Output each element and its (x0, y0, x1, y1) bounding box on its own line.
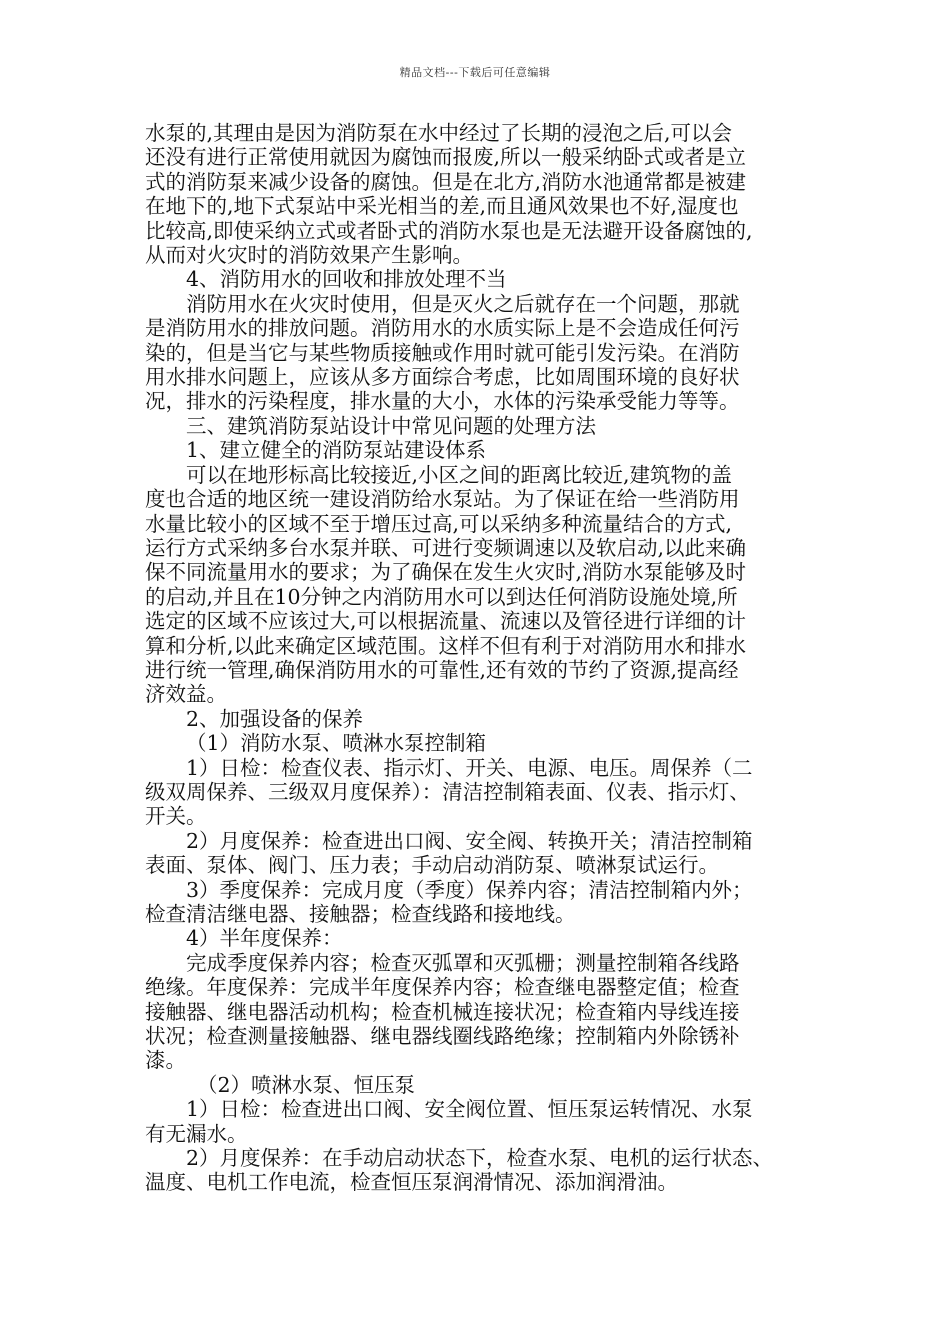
section-heading: 4、消防用水的回收和排放处理不当 (186, 267, 507, 292)
text-line: 还没有进行正常使用就因为腐蚀而报废,所以一般采纳卧式或者是立 (145, 145, 747, 170)
page-header: 精品文档---下载后可任意编辑 (399, 66, 551, 79)
text-line: 状况；检查测量接触器、继电器线圈线路绝缘；控制箱内外除锈补 (145, 1024, 740, 1049)
text-line: 水量比较小的区域不至于增压过高,可以采纳多种流量结合的方式, (145, 511, 733, 536)
text-line: 保不同流量用水的要求；为了确保在发生火灾时,消防水泵能够及时 (145, 560, 747, 585)
text-line: 度也合适的地区统一建设消防给水泵站。为了保证在给一些消防用 (145, 487, 740, 512)
text-line: 4）半年度保养： (186, 926, 343, 951)
section-heading: 1、建立健全的消防泵站建设体系 (186, 438, 487, 463)
text-line: 温度、电机工作电流，检查恒压泵润滑情况、添加润滑油。 (145, 1170, 678, 1195)
text-line: 比较高,即使采纳立式或者卧式的消防水泵也是无法避开设备腐蚀的, (145, 218, 753, 243)
text-line: 济效益。 (145, 682, 227, 707)
text-line: 1）日检：检查进出口阀、安全阀位置、恒压泵运转情况、水泵 (186, 1097, 753, 1122)
section-heading: 三、建筑消防泵站设计中常见问题的处理方法 (186, 413, 596, 438)
text-line: 是消防用水的排放问题。消防用水的水质实际上是不会造成任何污 (145, 316, 740, 341)
text-line: 检查清洁继电器、接触器；检查线路和接地线。 (145, 902, 576, 926)
text-line: 完成季度保养内容；检查灭弧罩和灭弧栅；测量控制箱各线路 (186, 950, 740, 975)
text-line: 2）月度保养：检查进出口阀、安全阀、转换开关；清洁控制箱 (186, 828, 753, 853)
text-line: 2）月度保养：在手动启动状态下，检查水泵、电机的运行状态、 (186, 1146, 774, 1171)
text-line: 开关。 (145, 804, 207, 829)
subsection-heading: （2）喷淋水泵、恒压泵 (197, 1072, 416, 1097)
text-line: 在地下的,地下式泵站中采光相当的差,而且通风效果也不好,湿度也 (145, 194, 739, 219)
text-line: 可以在地形标高比较接近,小区之间的距离比较近,建筑物的盖 (186, 462, 733, 487)
document-body (145, 121, 813, 1195)
text-line: 运行方式采纳多台水泵并联、可进行变频调速以及软启动,以此来确 (145, 535, 747, 560)
text-line: 况，排水的污染程度，排水量的大小，水体的污染承受能力等等。 (145, 389, 740, 414)
text-line: 算和分析,以此来确定区域范围。这样不但有利于对消防用水和排水 (145, 633, 747, 658)
text-line: 3）季度保养：完成月度（季度）保养内容；清洁控制箱内外； (186, 877, 753, 902)
section-heading: 2、加强设备的保养 (186, 706, 364, 731)
text-line: 1）日检：检查仪表、指示灯、开关、电源、电压。周保养（二 (186, 755, 753, 780)
text-line: 的启动,并且在10分钟之内消防用水可以到达任何消防设施处境,所 (145, 584, 738, 609)
text-line: 水泵的,其理由是因为消防泵在水中经过了长期的浸泡之后,可以会 (145, 121, 733, 145)
text-line: 绝缘。年度保养：完成半年度保养内容；检查继电器整定值；检查 (145, 975, 740, 1000)
text-line: 式的消防泵来减少设备的腐蚀。但是在北方,消防水池通常都是被建 (145, 169, 747, 194)
text-line: 消防用水在火灾时使用，但是灭火之后就存在一个问题，那就 (186, 291, 740, 316)
text-line: 从而对火灾时的消防效果产生影响。 (145, 243, 473, 268)
text-line: 选定的区域不应该过大,可以根据流量、流速以及管径进行详细的计 (145, 609, 747, 634)
text-line: 漆。 (145, 1048, 186, 1073)
text-line: 有无漏水。 (145, 1121, 248, 1146)
text-line: 接触器、继电器活动机构；检查机械连接状况；检查箱内导线连接 (145, 999, 740, 1024)
text-line: 染的，但是当它与某些物质接触或作用时就可能引发污染。在消防 (145, 340, 740, 365)
text-line: 用水排水问题上，应该从多方面综合考虑，比如周围环境的良好状 (145, 365, 740, 390)
text-line: 进行统一管理,确保消防用水的可靠性,还有效的节约了资源,提高经 (145, 657, 739, 682)
text-line: 表面、泵体、阀门、压力表；手动启动消防泵、喷淋泵试运行。 (145, 853, 719, 878)
text-line: 级双周保养、三级双月度保养）：清洁控制箱表面、仪表、指示灯、 (145, 779, 750, 804)
subsection-heading: （1）消防水泵、喷淋水泵控制箱 (186, 731, 487, 756)
